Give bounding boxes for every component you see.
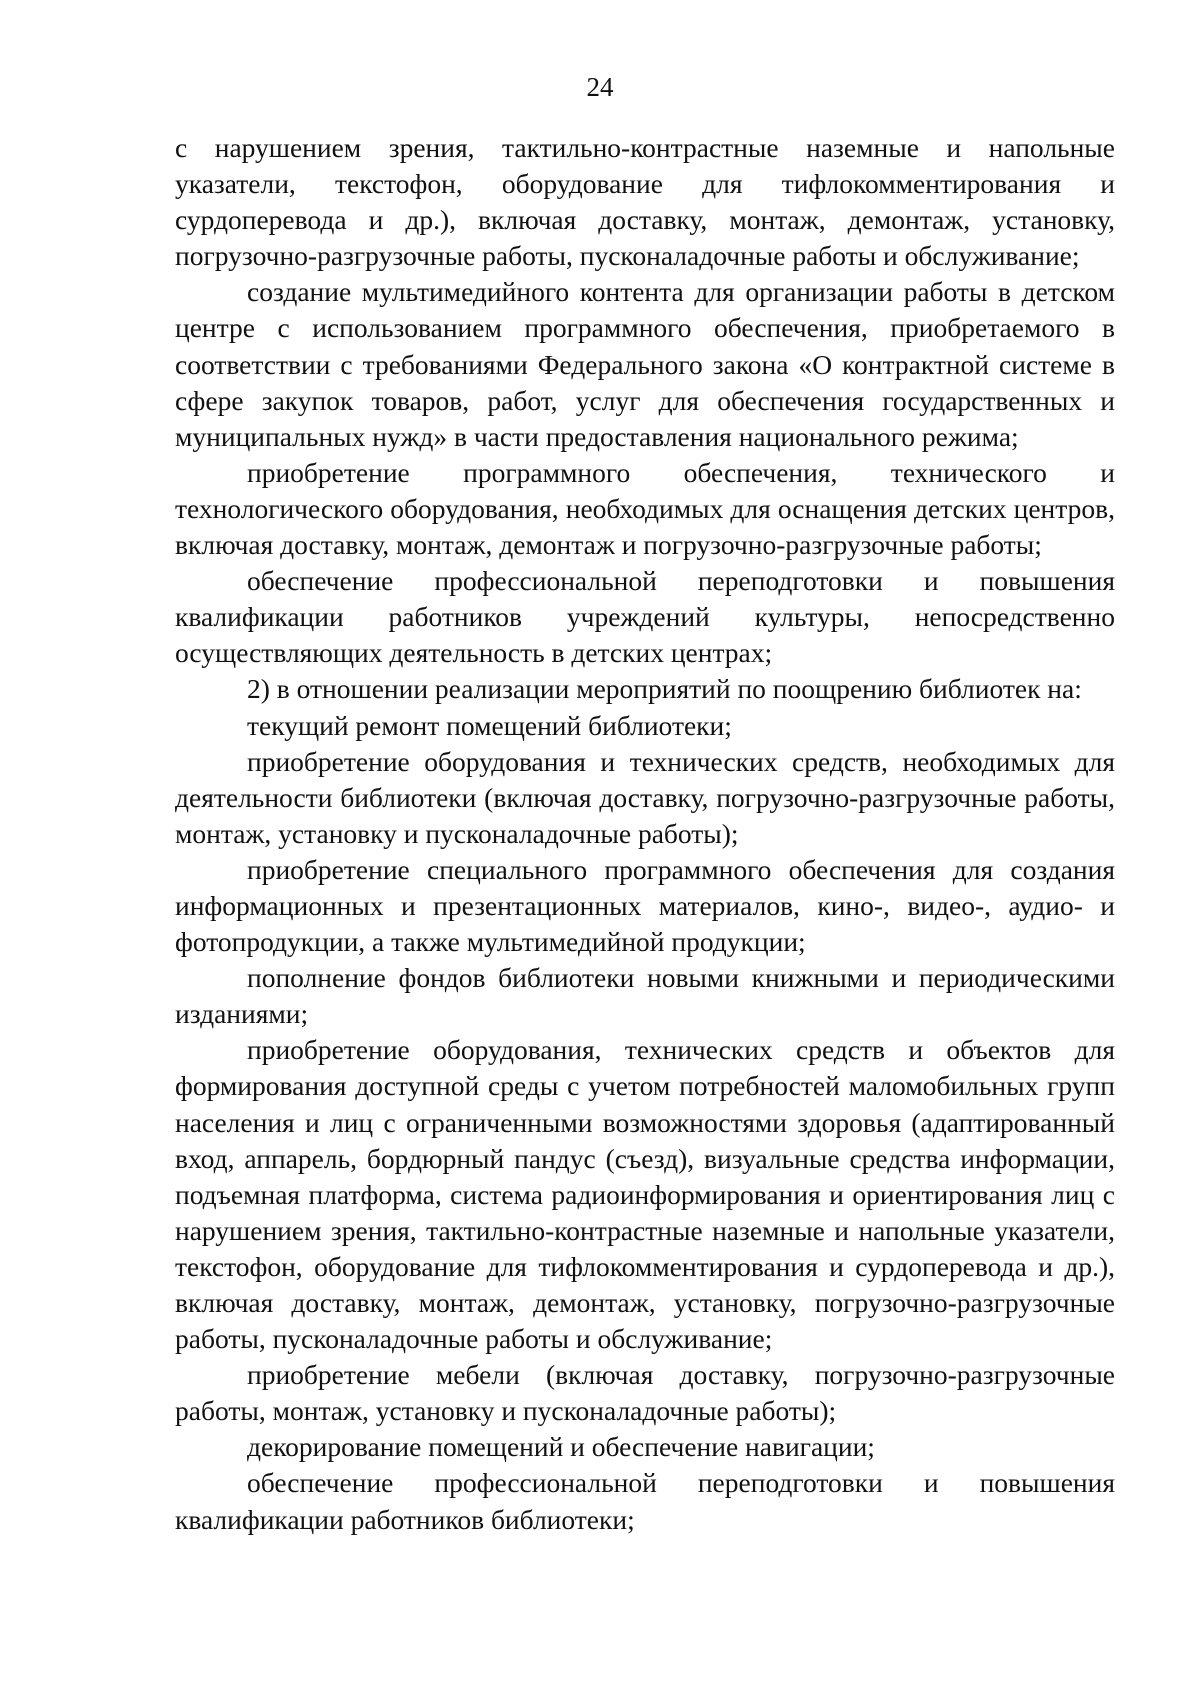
paragraph: приобретение мебели (включая доставку, погрузочно-разгрузочные работы, монтаж, установку и пусконаладочные работы); bbox=[175, 1359, 1115, 1427]
paragraph: приобретение оборудования и технических средств, необходимых для деятельности библиотеки (включая доставку, погрузочно-разгрузочные работы, монтаж, установку и пусконаладочные работы); bbox=[175, 745, 1115, 849]
paragraph: создание мультимедийного контента для организации работы в детском центре с использованием программного обеспечения, приобретаемого в соответствии с требованиями Федерального закона «О контрактной системе в сфере закупок товаров, работ, услуг для обеспечения государственных и муниципальных нужд» в части предоставления национального режима; bbox=[175, 276, 1115, 452]
paragraph: пополнение фондов библиотеки новыми книжными и периодическими изданиями; bbox=[175, 962, 1115, 1030]
paragraph: текущий ремонт помещений библиотеки; bbox=[247, 709, 732, 741]
paragraph: обеспечение профессиональной переподготовки и повышения квалификации работников библиотеки; bbox=[175, 1467, 1115, 1535]
paragraph-continuation: с нарушением зрения, тактильно-контрастные наземные и напольные указатели, текстофон, оборудование для тифлокомментирования и сурдоперевода и др.), включая доставку, монтаж, демонтаж, установку, погрузочно-разгрузочные работы, пусконаладочные работы и обслуживание; bbox=[175, 132, 1115, 272]
paragraph: декорирование помещений и обеспечение навигации; bbox=[247, 1431, 875, 1463]
page-number: 24 bbox=[586, 72, 614, 102]
document-body bbox=[175, 130, 1115, 1538]
paragraph: приобретение программного обеспечения, технического и технологического оборудования, необходимых для оснащения детских центров, включая доставку, монтаж, демонтаж и погрузочно-разгрузочные работы; bbox=[175, 456, 1115, 561]
paragraph: приобретение специального программного обеспечения для создания информационных и презентационных материалов, кино-, видео-, аудио- и фотопродукции, а также мультимедийной продукции; bbox=[175, 853, 1115, 958]
paragraph-item-heading: 2) в отношении реализации мероприятий по поощрению библиотек на: bbox=[247, 673, 1082, 705]
paragraph: обеспечение профессиональной переподготовки и повышения квалификации работников учреждений культуры, непосредственно осуществляющих деятельность в детских центрах; bbox=[175, 565, 1115, 669]
paragraph: приобретение оборудования, технических средств и объектов для формирования доступной среды с учетом потребностей маломобильных групп населения и лиц с ограниченными возможностями здоровья (адаптированный вход, аппарель, бордюрный пандус (съезд), визуальные средства информации, подъемная платформа, система радиоинформирования и ориентирования лиц с нарушением зрения, тактильно-контрастные наземные и напольные указатели, текстофон, оборудование для тифлокомментирования и сурдоперевода и др.), включая доставку, монтаж, демонтаж, установку, погрузочно-разгрузочные работы, пусконаладочные работы и обслуживание; bbox=[175, 1034, 1115, 1355]
